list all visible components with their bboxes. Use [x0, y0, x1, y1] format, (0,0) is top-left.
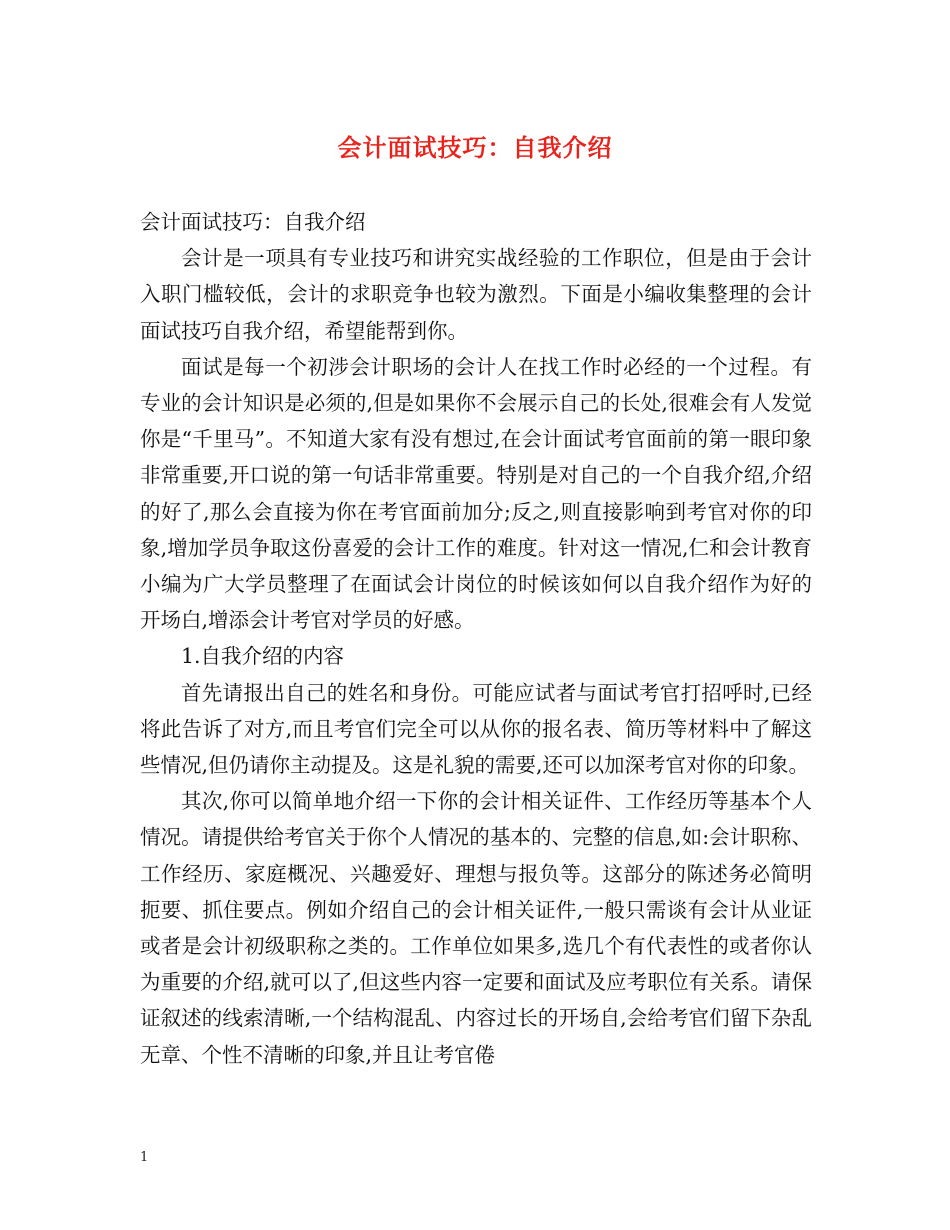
paragraph-background: 其次,你可以简单地介绍一下你的会计相关证件、工作经历等基本个人情况。请提供给考官关于你个人情况的基本的、完整的信息,如:会计职称、工作经历、家庭概况、兴趣爱好、理想与报负等。这部分的陈述务必简明扼要、抓住要点。例如介绍自己的会计相关证件,一般只需谈有会计从业证或者是会计初级职称之类的。工作单位如果多,选几个有代表性的或者你认为重要的介绍,就可以了,但这些内容一定要和面试及应考职位有关系。请保证叙述的线索清晰,一个结构混乱、内容过长的开场自,会给考官们留下杂乱无章、个性不清晰的印象,并且让考官倦 — [140, 789, 812, 1067]
paragraph-name-identity: 首先请报出自己的姓名和身份。可能应试者与面试考官打招呼时,已经将此告诉了对方,而且考官们完全可以从你的报名表、简历等材料中了解这些情况,但仍请你主动提及。这是礼貌的需要,还可以加深考官对你的印象。 — [140, 680, 812, 778]
paragraph-interview-process: 面试是每一个初涉会计职场的会计人在找工作时必经的一个过程。有专业的会计知识是必须的,但是如果你不会展示自己的长处,很难会有人发觉你是“千里马”。不知道大家有没有想过,在会计面试考官面前的第一眼印象非常重要,开口说的第一句话非常重要。特别是对自己的一个自我介绍,介绍的好了,那么会直接为你在考官面前加分;反之,则直接影响到考官对你的印象,增加学员争取这份喜爱的会计工作的难度。针对这一情况,仁和会计教育小编为广大学员整理了在面试会计岗位的时候该如何以自我介绍作为好的开场白,增添会计考官对学员的好感。 — [140, 354, 812, 633]
paragraph-subtitle: 会计面试技巧：自我介绍 — [140, 210, 366, 234]
section-heading-content: 1.自我介绍的内容 — [181, 644, 345, 669]
page-number: 1 — [140, 1150, 149, 1165]
document-title: 会计面试技巧：自我介绍 — [337, 133, 613, 162]
paragraph-intro: 会计是一项具有专业技巧和讲究实战经验的工作职位，但是由于会计入职门槛较低，会计的求职竞争也较为激烈。下面是小编收集整理的会计面试技巧自我介绍，希望能帮到你。 — [140, 246, 812, 343]
document-body — [140, 204, 812, 1073]
